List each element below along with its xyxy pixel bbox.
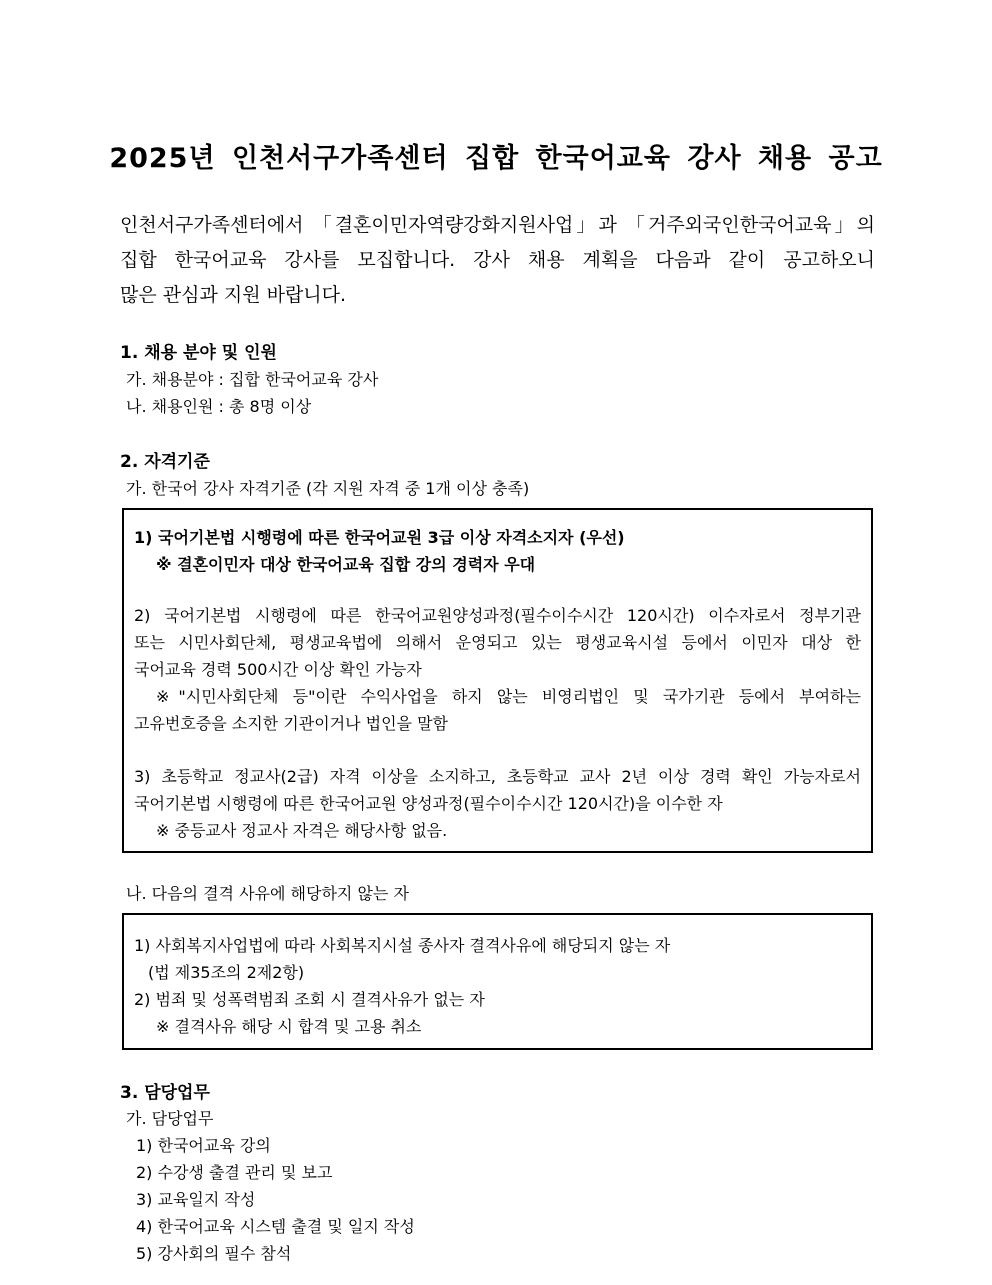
qualification-note-2: 고유번호증을 소지한 기관이거나 법인을 말함 (134, 714, 449, 733)
disqualification-item-1-ref: (법 제35조의 2제2항) (148, 963, 305, 982)
disqualification-item-2: 2) 범죄 및 성폭력범죄 조회 시 결격사유가 없는 자 (134, 990, 485, 1009)
qualification-note-2: ※"시민사회단체 등"이란 수익사업을 하지 않는 비영리법인 및 국가기관 등에서 부여하는 (156, 687, 861, 706)
duty-item: 2) 수강생 출결 관리 및 보고 (136, 1163, 333, 1182)
section-heading-recruitment: 1. 채용 분야 및 인원 (120, 343, 277, 363)
intro-line: 집합 한국어교육 강사를 모집합니다. 강사 채용 계획을 다음과 같이 공고하오니 (120, 249, 875, 271)
qualification-item-2-line: 2) 국어기본법 시행령에 따른 한국어교원양성과정(필수이수시간 120시간) 이수자로서 정부기관 (134, 606, 861, 625)
duty-item: 5) 강사회의 필수 참석 (136, 1244, 292, 1263)
page-title: 2025년 인천서구가족센터 집합 한국어교육 강사 채용 공고 (109, 143, 883, 174)
section-heading-duties: 3. 담당업무 (120, 1083, 210, 1103)
qualification-item-3-line: 3) 초등학교 정교사(2급) 자격 이상을 소지하고, 초등학교 교사 2년 이상 경력 확인 가능자로서 (134, 767, 861, 786)
intro-line: 인천서구가족센터에서 「결혼이민자역량강화지원사업」과 「거주외국인한국어교육」의 (120, 214, 875, 236)
disqualification-box (122, 913, 873, 1050)
qualification-note-3: ※ 중등교사 정교사 자격은 해당사항 없음. (156, 821, 448, 840)
duties-subheading: 가. 담당업무 (126, 1109, 214, 1128)
section-heading-qualifications: 2. 자격기준 (120, 452, 210, 472)
qualification-item-3-line: 국어기본법 시행령에 따른 한국어교원 양성과정(필수이수시간 120시간)을 이수한 자 (134, 794, 723, 813)
disqualification-subheading: 나. 다음의 결격 사유에 해당하지 않는 자 (126, 884, 409, 903)
recruitment-count: 나. 채용인원 : 총 8명 이상 (126, 397, 312, 416)
duty-item: 3) 교육일지 작성 (136, 1190, 256, 1209)
qualification-note-1: ※ 결혼이민자 대상 한국어교육 집합 강의 경력자 우대 (156, 555, 536, 574)
recruitment-field: 가. 채용분야 : 집합 한국어교육 강사 (126, 370, 379, 389)
qualification-subheading: 가. 한국어 강사 자격기준 (각 지원 자격 중 1개 이상 충족) (126, 479, 530, 498)
disqualification-item-1: 1) 사회복지사업법에 따라 사회복지시설 종사자 결격사유에 해당되지 않는 자 (134, 936, 671, 955)
intro-paragraph (120, 208, 875, 313)
duty-item: 4) 한국어교육 시스템 출결 및 일지 작성 (136, 1217, 415, 1236)
intro-line: 많은 관심과 지원 바랍니다. (120, 284, 347, 306)
qualification-item-1: 1) 국어기본법 시행령에 따른 한국어교원 3급 이상 자격소지자 (우선) (134, 528, 625, 547)
qualification-item-2-line: 국어교육 경력 500시간 이상 확인 가능자 (134, 660, 422, 679)
disqualification-note: ※ 결격사유 해당 시 합격 및 고용 취소 (156, 1017, 422, 1036)
qualification-item-2-line: 또는 시민사회단체, 평생교육법에 의해서 운영되고 있는 평생교육시설 등에서 이민자 대상 한 (134, 633, 861, 652)
duty-item: 1) 한국어교육 강의 (136, 1136, 271, 1155)
qualification-box (122, 508, 873, 853)
